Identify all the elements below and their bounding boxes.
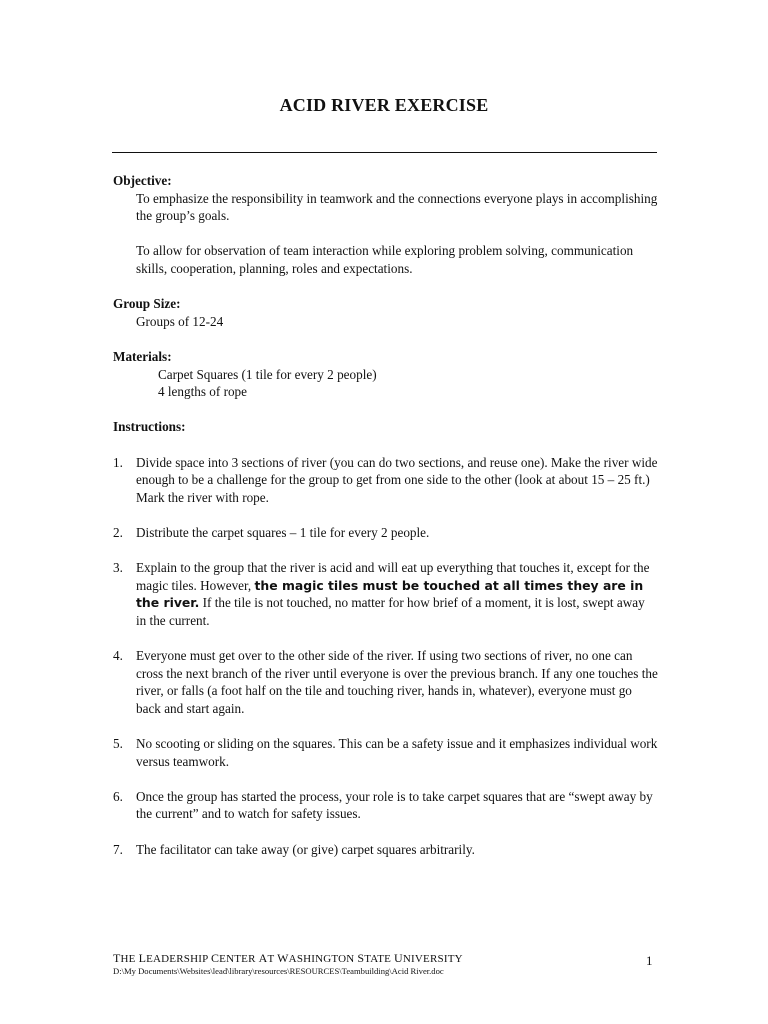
instruction-step — [113, 788, 658, 823]
step-number: 3. — [113, 560, 123, 576]
step-text-emphasis: the magic tiles must be touched at all times they are in the river. — [136, 577, 644, 611]
document-title: ACID RIVER EXERCISE — [279, 95, 489, 115]
step-text-after: If the tile is not touched, no matter for how brief of a moment, it is lost, swept away in the current. — [136, 595, 645, 628]
step-text: Once the group has started the process, your role is to take carpet squares that are “swept away by the current” and to watch for safety issues. — [136, 788, 653, 822]
title-divider — [112, 152, 657, 153]
instruction-step — [113, 559, 658, 629]
instruction-step — [113, 647, 658, 717]
page-number: 1 — [646, 953, 653, 968]
group-size-heading: Group Size: — [113, 296, 181, 312]
step-text: The facilitator can take away (or give) carpet squares arbitrarily. — [136, 841, 475, 857]
step-text-before: Explain to the group that the river is acid and will eat up everything that touches it, except for the magic tiles. However, — [136, 560, 650, 593]
instruction-step — [113, 841, 658, 859]
group-size-text: Groups of 12-24 — [136, 313, 224, 329]
objective-paragraph-2: To allow for observation of team interaction while exploring problem solving, communication skills, cooperation, planning, roles and expectations. — [136, 243, 634, 276]
footer-file-path: D:\My Documents\Websites\lead\library\resources\RESOURCES\Teambuilding\Acid River.doc — [113, 966, 444, 976]
step-number: 2. — [113, 524, 123, 540]
materials-heading: Materials: — [113, 348, 172, 364]
step-text: Everyone must get over to the other side of the river. If using two sections of river, no one can cross the next branch of the river until everyone is over the previous branch. If any one touches the river, or falls (a foot half on the tile and touching river, hands in, whatever), everyone must go back and start again. — [136, 648, 658, 716]
instructions-heading: Instructions: — [113, 419, 186, 435]
instruction-step — [113, 454, 658, 507]
objective-heading: Objective: — [113, 173, 172, 188]
step-number: 1. — [113, 454, 123, 470]
step-text — [136, 560, 649, 628]
footer-organization: THE LEADERSHIP CENTER AT WASHINGTON STATE UNIVERSITY — [113, 951, 463, 965]
instruction-step — [113, 735, 658, 770]
step-number: 6. — [113, 788, 123, 804]
materials-item: 4 lengths of rope — [158, 384, 247, 400]
step-text: Divide space into 3 sections of river (you can do two sections, and reuse one). Make the river wide enough to be a challenge for the group to get from one side to the other (look at about 15 – 25 ft.) Mark the river with rope. — [136, 454, 658, 505]
step-number: 4. — [113, 648, 123, 664]
step-text: Distribute the carpet squares – 1 tile for every 2 people. — [136, 524, 430, 540]
instruction-step — [113, 524, 658, 542]
materials-item: Carpet Squares (1 tile for every 2 people) — [158, 366, 377, 382]
step-number: 7. — [113, 841, 123, 857]
document-body — [113, 172, 658, 876]
step-text: No scooting or sliding on the squares. This can be a safety issue and it emphasizes individual work versus teamwork. — [136, 736, 658, 769]
instructions-list — [113, 454, 658, 859]
step-number: 5. — [113, 736, 123, 751]
objective-paragraph-1: To emphasize the responsibility in teamwork and the connections everyone plays in accomplishing the group’s goals. — [136, 190, 658, 224]
